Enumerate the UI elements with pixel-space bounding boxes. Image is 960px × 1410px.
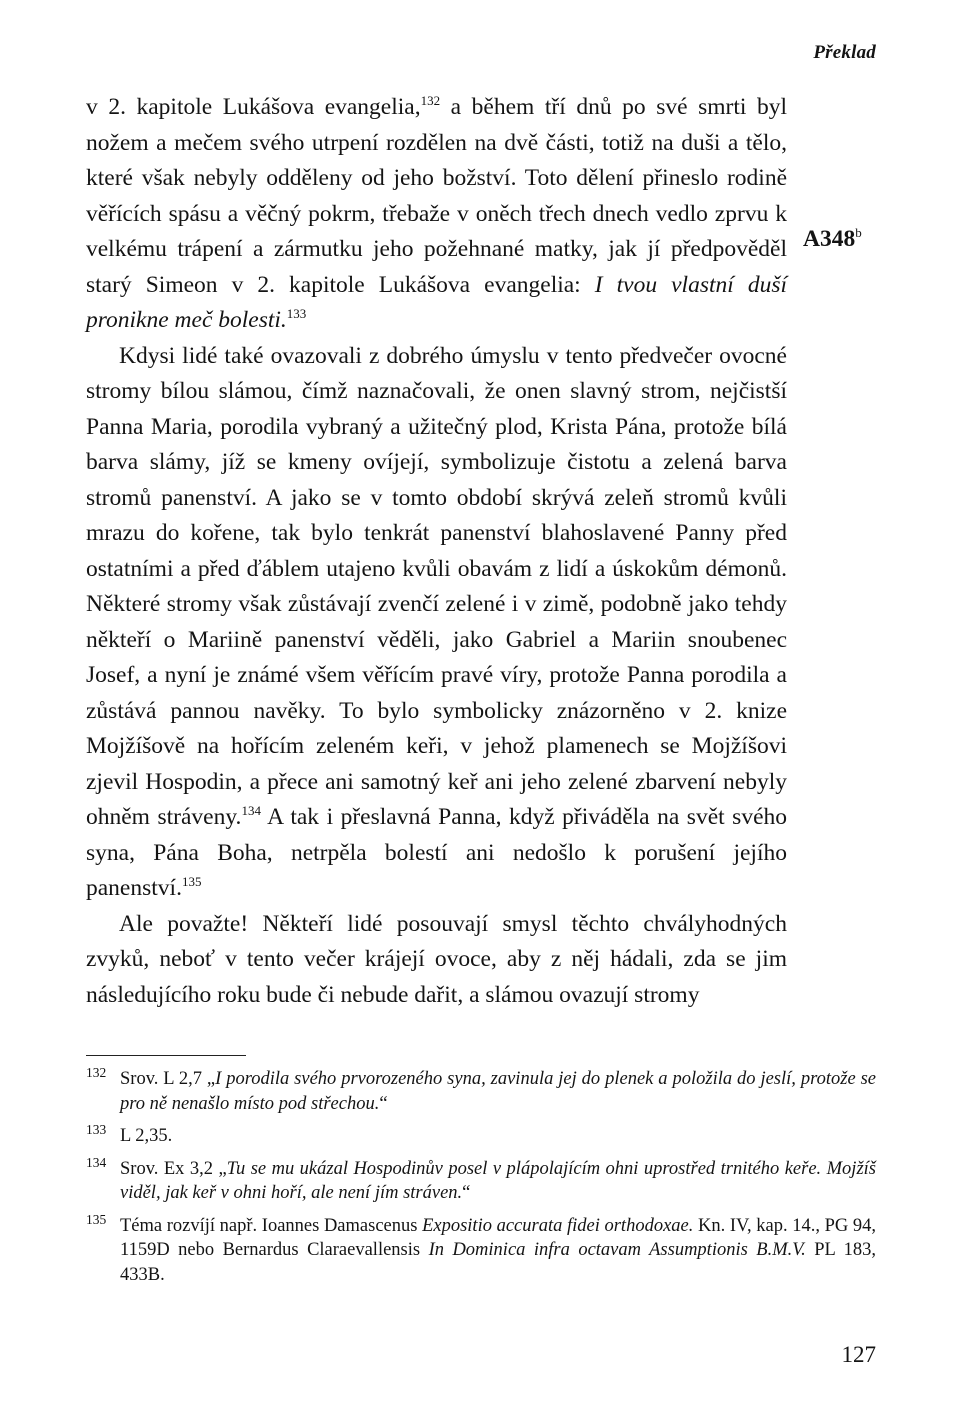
page-number: 127 (841, 1342, 876, 1367)
margin-reference-sup: b (855, 225, 862, 240)
text-run: Srov. L 2,7 „ (120, 1069, 216, 1089)
text-run: Téma rozvíjí např. Ioannes Damascenus (120, 1215, 423, 1236)
footnote (86, 1211, 876, 1288)
text-run: a během tří dnů po své smrti byl nožem a mečem svého utrpení rozdělen na dvě části, totiž na duši a tělo, které však nebyly odděleny od jeho božství. Toto dělení přineslo rodině věřících spásu a věčný pokrm, třebaže v oněch třech dnech vedlo zprvu k velkému trápení a zármutku jeho požehnané matky, jak jí předpověděl starý Simeon v 2. kapitole Lukášova evangelia: (86, 94, 787, 298)
footnote-rule (86, 1055, 246, 1056)
margin-reference-text: A348 (803, 226, 856, 252)
italic-text: I tvou vlastní duší pronikne meč bolesti. (86, 271, 788, 333)
footnote-number: 133 (86, 1122, 107, 1137)
text-run: PL 183, 433B. (120, 1240, 876, 1285)
footnote-reference: 134 (241, 803, 261, 818)
text-run: “ (462, 1183, 471, 1203)
text-run: L 2,35. (120, 1126, 173, 1146)
footnote-number: 134 (86, 1154, 107, 1170)
footnote (86, 1124, 876, 1149)
footnote-number: 135 (86, 1211, 107, 1227)
footnote-reference: 135 (181, 874, 202, 889)
text-run: “ (379, 1093, 388, 1114)
paragraph (86, 90, 787, 339)
text-run: Kn. IV, kap. 14., PG 94, 1159D nebo Bernardus Claraevallensis (120, 1215, 876, 1260)
text-run: A tak i přeslavná Panna, když přiváděla na svět svého syna, Pána Boha, netrpěla bolestí ani nedošlo k porušení jejího panenství. (86, 804, 787, 901)
footnote (86, 1067, 876, 1116)
text-run: Kdysi lidé také ovazovali z dobrého úmyslu v tento předvečer ovocné stromy bílou slámou, čímž naznačovali, že onen slavný strom, nejčistší Panna Maria, porodila vybraný a užitečný plod, Krista Pána, protože bílá barva slámy, jíž se kmeny ovíjejí, symbolizuje čistotu a zelená barva stromů panenství. A jako se v tomto období skrývá zeleň stromů kvůli mrazu do kořene, tak bylo tenkrát panenství blahoslavené Panny před ostatními a před ďáblem utajeno kvůli obavám z lidí a úskokům démonů. Některé stromy však zůstávají zvenčí zelené i v zimě, podobně jako tehdy někteří o Mariině panenství věděli, jako Gabriel a Mariin snoubenec Josef, a nyní je známé všem věřícím pravé víry, protože Panna porodila a zůstává pannou navěky. To bylo symbolicky znázorněno v 2. knize Mojžíšově na hořícím zeleném keři, v jehož plamenech se Mojžíšovi zjevil Hospodin, a přece ani samotný keř ani jeho zelené zbarvení nebyly ohněm stráveny. (86, 342, 787, 830)
main-text (86, 90, 787, 1013)
running-head: Překlad (813, 42, 876, 63)
margin-reference (803, 226, 862, 253)
italic-text: Expositio accurata fidei orthodoxae. (422, 1215, 694, 1236)
text-run: v 2. kapitole Lukášova evangelia, (86, 94, 421, 120)
footnote-reference: 132 (420, 93, 441, 108)
footnote-reference: 133 (286, 306, 307, 321)
footnote (86, 1154, 876, 1206)
italic-text: I porodila svého prvorozeného syna, zavinula jej do plenek a položila do jeslí, protože se pro ně nenašlo místo pod střechou. (120, 1069, 876, 1114)
paragraph (86, 339, 787, 907)
text-run: Srov. Ex 3,2 „ (120, 1158, 227, 1179)
italic-text: In Dominica infra octavam Assumptionis B.M.V. (428, 1240, 806, 1260)
text-run: Ale považte! Někteří lidé posouvají smysl těchto chvályhodných zvyků, neboť v tento večer krájejí ovoce, aby z něj hádali, zda se jim následujícího roku bude či nebude dařit, a slámou ovazují stromy (86, 910, 787, 1008)
footnote-number: 132 (86, 1065, 107, 1080)
paragraph (86, 907, 787, 1014)
italic-text: Tu se mu ukázal Hospodinův posel v plápolajícím ohni uprostřed trnitého keře. Mojžíš viděl, jak keř v ohni hoří, ale není jím stráven. (120, 1158, 876, 1203)
footnotes (86, 1067, 876, 1295)
